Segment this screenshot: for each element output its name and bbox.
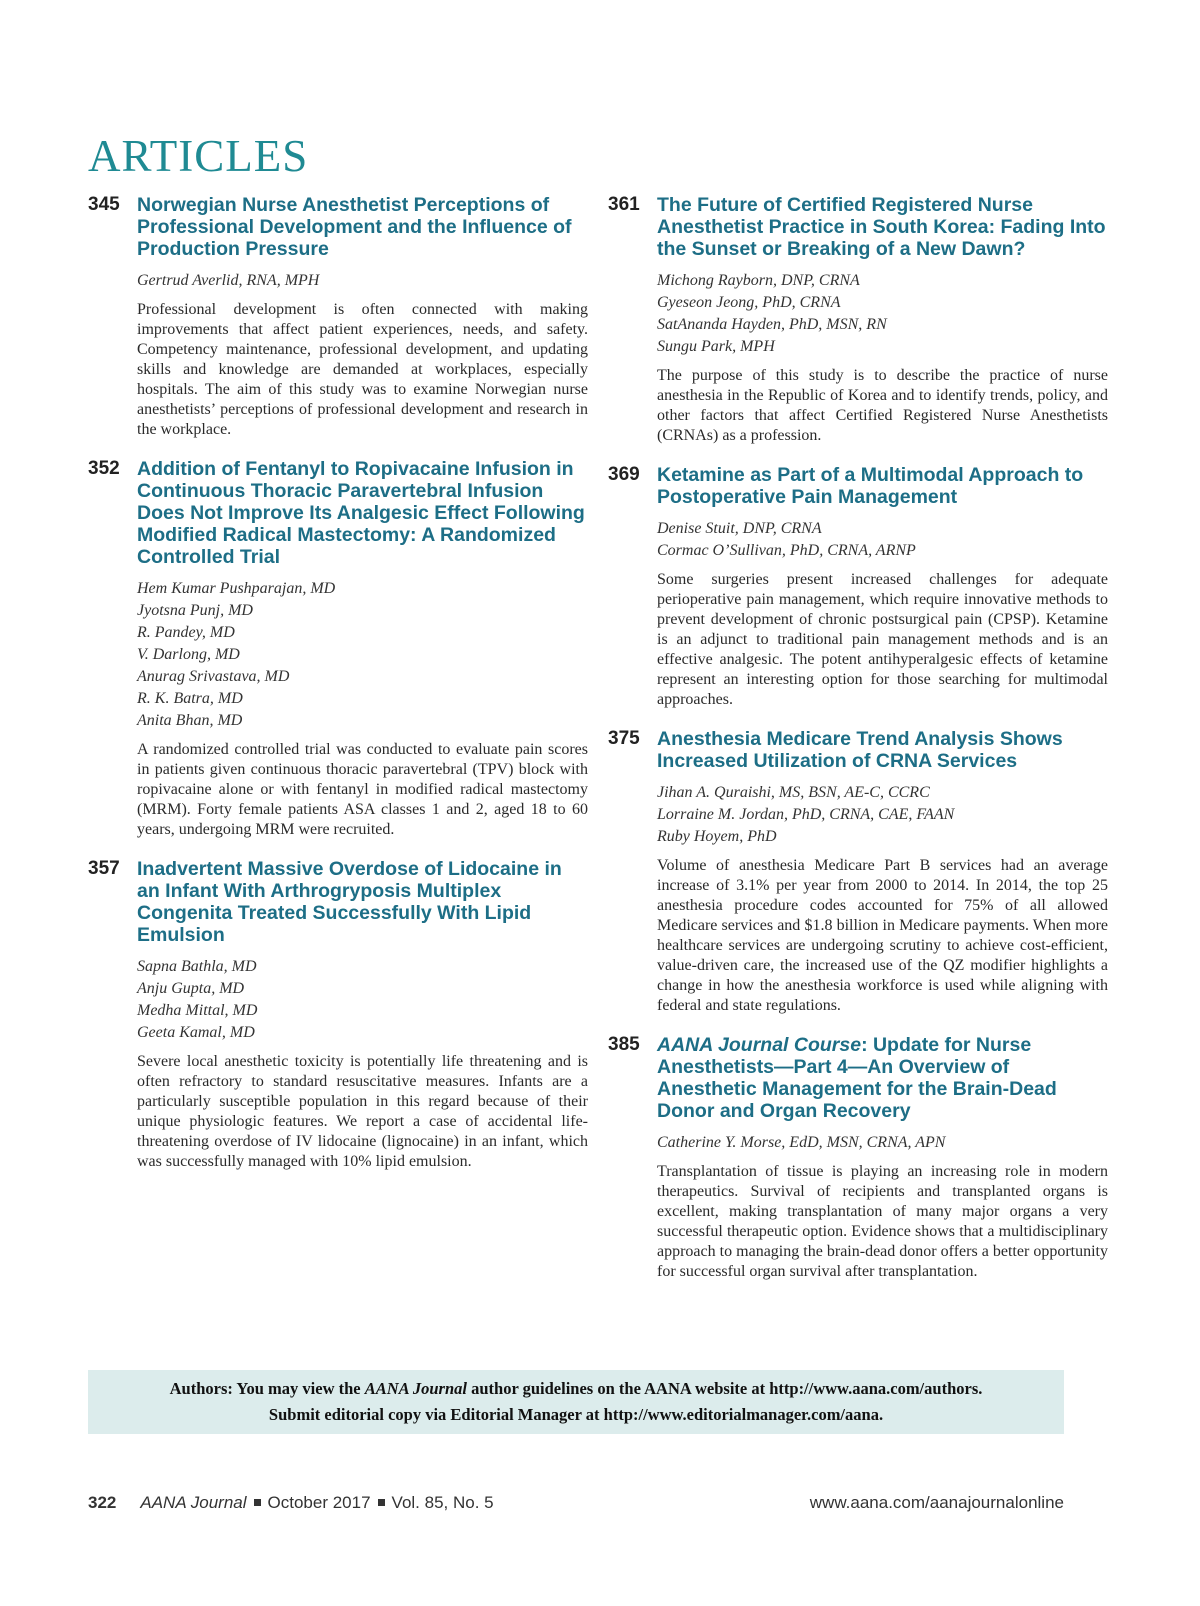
square-bullet-icon [254, 1499, 261, 1506]
author: Anju Gupta, MD [137, 980, 245, 997]
author: Lorraine M. Jordan, PhD, CRNA, CAE, FAAN [657, 806, 955, 823]
article-authors [137, 956, 588, 1044]
footer-url[interactable]: www.aana.com/aanajournalonline [809, 1493, 1064, 1512]
author: Michong Rayborn, DNP, CRNA [657, 272, 860, 289]
article-page-number: 357 [88, 858, 120, 879]
article-369 [608, 464, 1108, 710]
article-page-number: 375 [608, 728, 640, 749]
footer-volume: Vol. 85, No. 5 [391, 1493, 494, 1512]
article-authors [657, 782, 1108, 848]
author: R. K. Batra, MD [137, 690, 243, 707]
article-authors [657, 1132, 1108, 1154]
article-abstract: Professional development is often connected with making improvements that affect patient experiences, needs, and safety. Competency maintenance, professional development, and updating skills and knowledge are demanded at workplaces, especially hospitals. The aim of this study was to examine Norwegian nurse anesthetists’ perceptions of professional development and research in the workplace. [137, 301, 588, 438]
author: Anita Bhan, MD [137, 712, 243, 729]
article-375 [608, 728, 1108, 1016]
notice-line-2[interactable]: Submit editorial copy via Editorial Manager at http://www.editorialmanager.com/aana. [268, 1405, 884, 1424]
article-page-number: 369 [608, 464, 640, 485]
article-title[interactable]: Inadvertent Massive Overdose of Lidocaine in an Infant With Arthrogryposis Multiplex Congenita Treated Successfully With Lipid Emulsion [137, 858, 562, 946]
article-title[interactable]: Ketamine as Part of a Multimodal Approach to Postoperative Pain Management [657, 464, 1084, 508]
article-abstract: Volume of anesthesia Medicare Part B services had an average increase of 3.1% per year from 2000 to 2014. In 2014, the top 25 anesthesia procedure codes accounted for 75% of all allowed Medicare services and $1.8 billion in Medicare payments. When more healthcare services are undergoing scrutiny to achieve cost-efficient, value-driven care, the increased use of the QZ modifier highlights a change in how the anesthesia workforce is used while aligning with federal and state regulations. [657, 857, 1108, 1014]
left-column [88, 194, 588, 1190]
article-authors [137, 270, 588, 292]
article-357 [88, 858, 588, 1172]
article-352 [88, 458, 588, 840]
author: Geeta Kamal, MD [137, 1024, 255, 1041]
article-page-number: 345 [88, 194, 120, 215]
article-authors [657, 270, 1108, 358]
footer-left [88, 1493, 494, 1513]
article-361 [608, 194, 1108, 446]
page-footer [88, 1493, 1064, 1513]
article-page-number: 352 [88, 458, 120, 479]
article-345 [88, 194, 588, 440]
article-abstract: A randomized controlled trial was conducted to evaluate pain scores in patients given continuous thoracic paravertebral (TPV) block with ropivacaine alone or with fentanyl in modified radical mastectomy (MRM). Forty female patients ASA classes 1 and 2, aged 18 to 60 years, undergoing MRM were recruited. [137, 741, 588, 838]
article-title[interactable]: Anesthesia Medicare Trend Analysis Shows Increased Utilization of CRNA Services [657, 728, 1063, 772]
square-bullet-icon [378, 1499, 385, 1506]
author: Jihan A. Quraishi, MS, BSN, AE-C, CCRC [657, 784, 930, 801]
author: Gyeseon Jeong, PhD, CRNA [657, 294, 841, 311]
article-abstract: Some surgeries present increased challenges for adequate perioperative pain management, which require innovative methods to prevent development of chronic postsurgical pain (CPSP). Ketamine is an adjunct to traditional pain management methods and is an effective analgesic. The potent antihyperalgesic effects of ketamine represent an interesting option for those searching for multimodal approaches. [657, 571, 1108, 708]
right-column [608, 194, 1108, 1300]
author: Ruby Hoyem, PhD [657, 828, 777, 845]
article-title-text: : Update for Nurse Anesthetists—Part 4—An Overview of Anesthetic Management for the Brain-Dead Donor and Organ Recovery [657, 1034, 1057, 1122]
author: Hem Kumar Pushparajan, MD [137, 580, 336, 597]
article-title[interactable]: The Future of Certified Registered Nurse Anesthetist Practice in South Korea: Fading Into the Sunset or Breaking of a New Dawn? [657, 194, 1106, 260]
author: Gertrud Averlid, RNA, MPH [137, 272, 320, 289]
author: R. Pandey, MD [137, 624, 235, 641]
author: Denise Stuit, DNP, CRNA [657, 520, 822, 537]
author: Jyotsna Punj, MD [137, 602, 253, 619]
article-385 [608, 1034, 1108, 1282]
article-authors [657, 518, 1108, 562]
article-abstract: The purpose of this study is to describe the practice of nurse anesthesia in the Republic of Korea and to identify trends, policy, and other factors that affect Certified Registered Nurse Anesthetists (CRNAs) as a profession. [657, 367, 1108, 444]
author: Catherine Y. Morse, EdD, MSN, CRNA, APN [657, 1134, 946, 1151]
footer-page-number: 322 [88, 1493, 117, 1512]
notice-line-1: Authors: You may view the AANA Journal author guidelines on the AANA website at http://www.aana.com/authors. [169, 1379, 983, 1398]
article-title[interactable] [657, 1034, 1108, 1122]
page-heading: ARTICLES [88, 131, 309, 182]
article-abstract: Transplantation of tissue is playing an increasing role in modern therapeutics. Survival of recipients and transplanted organs is excellent, making transplantation of many major organs a very successful therapeutic option. Evidence shows that a multidisciplinary approach to managing the brain-dead donor offers a better opportunity for successful organ survival after transplantation. [657, 1163, 1108, 1280]
article-title[interactable]: Addition of Fentanyl to Ropivacaine Infusion in Continuous Thoracic Paravertebral Infusion Does Not Improve Its Analgesic Effect Following Modified Radical Mastectomy: A Randomized Controlled Trial [137, 458, 585, 568]
article-page-number: 385 [608, 1034, 640, 1055]
author: Anurag Srivastava, MD [137, 668, 290, 685]
author: V. Darlong, MD [137, 646, 240, 663]
author: Cormac O’Sullivan, PhD, CRNA, ARNP [657, 542, 916, 559]
article-abstract: Severe local anesthetic toxicity is potentially life threatening and is often refractory to standard resuscitative measures. Infants are a particularly susceptible population in this regard because of their unique physiologic features. We report a case of accidental life-threatening overdose of IV lidocaine (lignocaine) in an infant, which was successfully managed with 10% lipid emulsion. [137, 1053, 588, 1170]
author-guidelines-notice [88, 1370, 1064, 1434]
author: Medha Mittal, MD [137, 1002, 258, 1019]
guidelines-link[interactable]: author guidelines on the AANA website at http://www.aana.com/authors. [467, 1379, 983, 1398]
author: Sungu Park, MPH [657, 338, 775, 355]
article-title[interactable]: Norwegian Nurse Anesthetist Perceptions of Professional Development and the Influence of Production Pressure [137, 194, 572, 260]
author: Sapna Bathla, MD [137, 958, 257, 975]
footer-date: October 2017 [267, 1493, 371, 1512]
author: SatAnanda Hayden, PhD, MSN, RN [657, 316, 887, 333]
article-authors [137, 578, 588, 732]
article-page-number: 361 [608, 194, 640, 215]
footer-journal: AANA Journal [140, 1493, 247, 1512]
journal-name: AANA Journal [364, 1379, 467, 1398]
journal-course-label: AANA Journal Course [657, 1034, 862, 1056]
